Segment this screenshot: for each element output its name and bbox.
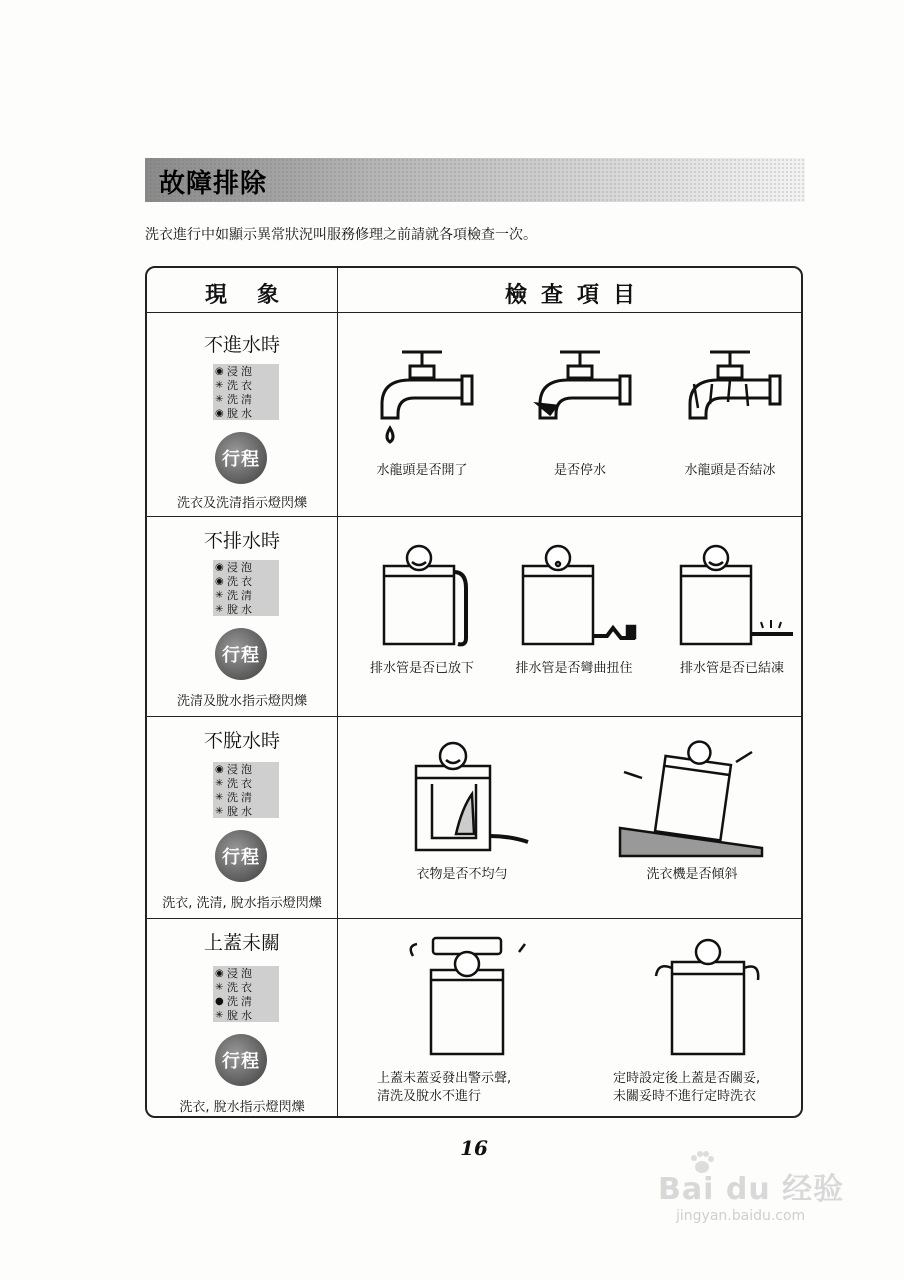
indicator-dot: ◉	[215, 407, 224, 419]
symptom-title: 上蓋未關	[203, 932, 280, 954]
washer-tilted-icon	[612, 738, 772, 858]
indicator-spin	[213, 804, 279, 818]
check-label-line: 清洗及脫水不進行	[377, 1089, 482, 1104]
symptom-caption: 洗衣, 脫水指示燈閃爍	[179, 1100, 305, 1115]
indicator-soak	[213, 364, 279, 378]
watermark-url: jingyan.baidu.com	[676, 1208, 806, 1224]
indicator-dot: ●	[215, 995, 224, 1007]
check-label-line: 定時設定後上蓋是否關妥,	[613, 1071, 761, 1086]
check-item	[655, 344, 803, 480]
indicator-panel	[213, 364, 293, 420]
indicator-dot: ✳	[215, 777, 224, 789]
indicator-dot: ✳	[215, 379, 224, 391]
indicator-soak	[213, 966, 279, 980]
check-item	[597, 738, 787, 884]
intro-text: 洗衣進行中如顯示異常狀況叫服務修理之前請就各項檢查一次。	[145, 227, 537, 243]
washer-hose-frozen-icon	[667, 542, 797, 652]
indicator-label: 洗清	[227, 995, 255, 1008]
row-no-water-inlet	[147, 314, 803, 516]
cycle-badge	[215, 830, 267, 882]
check-item	[347, 344, 497, 480]
cycle-badge	[215, 432, 267, 484]
indicator-panel	[213, 560, 293, 616]
washer-timer-lid-icon	[638, 932, 778, 1062]
indicator-label: 洗清	[227, 791, 255, 804]
check-label-line: 未關妥時不進行定時洗衣	[613, 1089, 757, 1104]
indicator-dot: ◉	[215, 561, 224, 573]
indicator-wash	[213, 574, 279, 588]
indicator-label: 脫水	[227, 805, 255, 818]
washer-hose-down-icon	[362, 542, 482, 652]
indicator-rinse	[213, 392, 279, 406]
indicator-spin	[213, 406, 279, 420]
indicator-label: 洗衣	[227, 777, 255, 790]
indicator-dot: ◉	[215, 365, 224, 377]
indicator-dot: ✳	[215, 791, 224, 803]
header-check-items: 檢查項目	[504, 283, 649, 308]
indicator-label: 洗清	[227, 393, 255, 406]
watermark-brand: Bai du 经验	[658, 1172, 845, 1207]
cycle-badge-label: 行程	[222, 449, 260, 470]
row-divider	[147, 516, 801, 517]
washer-lid-alarm-icon	[397, 932, 537, 1062]
header-divider	[147, 312, 801, 313]
indicator-label: 洗衣	[227, 379, 255, 392]
indicator-wash	[213, 980, 279, 994]
symptom-caption: 洗衣, 洗清, 脫水指示燈閃爍	[162, 896, 322, 911]
cycle-badge	[215, 628, 267, 680]
indicator-dot: ✳	[215, 1009, 224, 1021]
frozen-faucet-icon	[670, 344, 790, 454]
indicator-wash	[213, 776, 279, 790]
indicator-dot: ◉	[215, 575, 224, 587]
indicator-dot: ◉	[215, 967, 224, 979]
washer-uneven-load-icon	[392, 738, 532, 858]
check-item	[499, 542, 649, 678]
indicator-label: 洗衣	[227, 981, 255, 994]
check-label: 排水管是否已結凍	[679, 661, 784, 676]
indicator-dot: ✳	[215, 981, 224, 993]
indicator-label: 浸泡	[227, 365, 255, 378]
indicator-panel	[213, 762, 293, 818]
check-item	[505, 344, 655, 480]
check-label: 排水管是否彎曲扭住	[515, 661, 633, 676]
cycle-badge	[215, 1034, 267, 1086]
indicator-label: 浸泡	[227, 967, 255, 980]
indicator-label: 浸泡	[227, 561, 255, 574]
indicator-soak	[213, 560, 279, 574]
troubleshooting-table	[145, 266, 803, 1118]
indicator-spin	[213, 602, 279, 616]
check-label-line: 上蓋未蓋妥發出警示聲,	[377, 1071, 512, 1086]
page-number: 16	[460, 1136, 488, 1160]
indicator-label: 洗衣	[227, 575, 255, 588]
washer-hose-kinked-icon	[509, 542, 639, 652]
check-item	[657, 542, 803, 678]
check-label	[377, 1070, 557, 1106]
cycle-badge-label: 行程	[222, 1051, 260, 1072]
indicator-label: 洗清	[227, 589, 255, 602]
check-label: 排水管是否已放下	[369, 661, 474, 676]
check-label	[613, 1070, 803, 1106]
row-divider	[147, 716, 801, 717]
indicator-spin	[213, 1008, 279, 1022]
check-label: 水龍頭是否結冰	[684, 463, 776, 478]
row-no-drain	[147, 518, 803, 716]
symptom-caption: 洗清及脫水指示燈閃爍	[176, 694, 307, 709]
faucet-no-water-icon	[520, 344, 640, 454]
indicator-rinse	[213, 790, 279, 804]
baidu-watermark	[636, 1150, 886, 1270]
symptom-caption: 洗衣及洗清指示燈閃爍	[176, 496, 307, 511]
indicator-dot: ✳	[215, 589, 224, 601]
symptom-title: 不排水時	[203, 530, 280, 552]
page-title: 故障排除	[159, 169, 268, 199]
check-label: 是否停水	[553, 463, 606, 478]
check-label: 洗衣機是否傾斜	[646, 867, 738, 882]
indicator-label: 脫水	[227, 407, 255, 420]
row-lid-open	[147, 920, 803, 1118]
indicator-dot: ◉	[215, 763, 224, 775]
row-no-spin	[147, 718, 803, 918]
indicator-label: 脫水	[227, 603, 255, 616]
row-divider	[147, 918, 801, 919]
indicator-dot: ✳	[215, 393, 224, 405]
indicator-panel	[213, 966, 293, 1022]
check-label: 衣物是否不均勻	[416, 867, 508, 882]
check-item	[377, 738, 547, 884]
indicator-dot: ✳	[215, 603, 224, 615]
indicator-dot: ✳	[215, 805, 224, 817]
indicator-label: 浸泡	[227, 763, 255, 776]
indicator-label: 脫水	[227, 1009, 255, 1022]
check-item	[613, 932, 803, 1106]
section-title-bar	[145, 158, 805, 202]
check-label: 水龍頭是否開了	[376, 463, 468, 478]
indicator-wash	[213, 378, 279, 392]
indicator-rinse	[213, 994, 279, 1008]
cycle-badge-label: 行程	[222, 645, 260, 666]
check-item	[347, 542, 497, 678]
indicator-soak	[213, 762, 279, 776]
cycle-badge-label: 行程	[222, 847, 260, 868]
check-item	[377, 932, 557, 1106]
symptom-title: 不進水時	[203, 334, 280, 356]
header-symptom: 現象	[204, 283, 309, 308]
open-faucet-icon	[362, 344, 482, 454]
symptom-title: 不脫水時	[203, 730, 280, 752]
indicator-rinse	[213, 588, 279, 602]
